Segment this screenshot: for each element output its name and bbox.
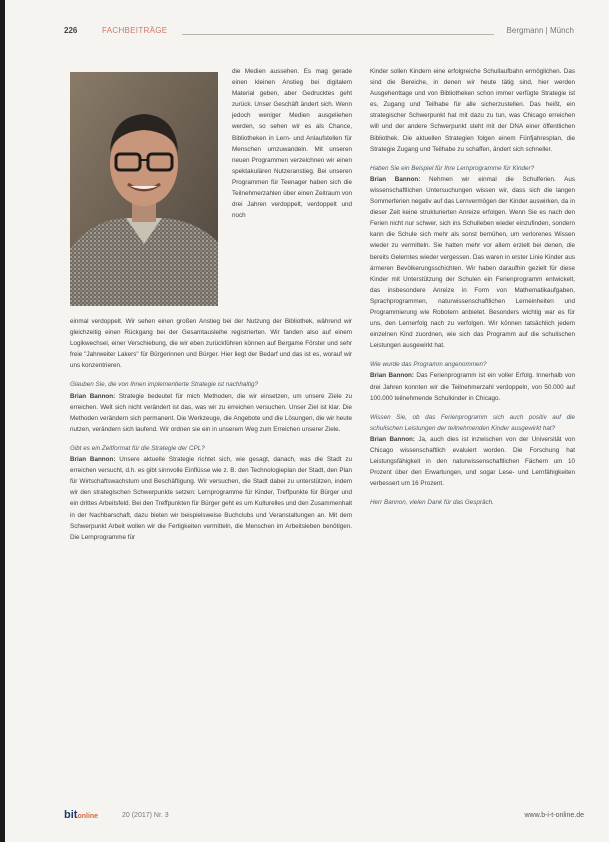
- page-header: [64, 26, 574, 38]
- speaker-name: Brian Bannon:: [370, 435, 415, 443]
- answer-text: Ja, auch dies ist inzwischen von der Universität von Chicago wissenschaftlich evaluiert worden. Die Forschung hat Leistungsfähigkeit in den naturwissenschaftlichen Fächern um 10 Prozent über den Erwartungen, und sogar Lese- und Lernfähigkeiten verbessert um 16 Prozent.: [370, 435, 575, 488]
- body-paragraph: einmal verdoppelt. Wir sehen einen großen Anstieg bei der Nutzung der Bibliothek, während wir gleichzeitig einen Rückgang bei der Gesamtausleihe registrierten. Wir fanden also auf einem Logikwechsel, einer Verschiebung, die wir eben zurückführen können auf Bergame Förster und sehr freie "Jahrweiter Lakers" für Bürgerinnen und Bürger. Hier liegt der Bedarf und das ist es, worauf wir uns konzentrieren.: [70, 318, 352, 370]
- interview-answer: [370, 370, 575, 403]
- interview-question: Wissen Sie, ob das Ferienprogramm sich auch positiv auf die schulischen Leistungen der teilnehmenden Kinder ausgewirkt hat?: [370, 413, 575, 432]
- answer-text: Strategie bedeutet für mich Methoden, die wir einsetzen, um unsere Ziele zu erreichen. Welt sich nicht verändert ist das, was wir zu erreichen versuchen. Unser Ziel ist klar. Die Methoden verändern sich permanent. Die Werkzeuge, die Angebote und die Lösungen, die wir heute nutzen, verändern sich laufend. Wir ordnen sie ein in unserem Weg zum Erreichen unserer Ziele.: [70, 392, 353, 433]
- body-paragraph: Kinder sollen Kindern eine erfolgreiche Schullaufbahn ermöglichen. Das sind die Bereiche, in denen wir heute tätig sind, hier werden Ausgehenttage und von Bibliotheken schon immer verfügte Strategie ist es, Zugang und Teilhabe für alle sicherzustellen. Das heißt, ein strategischer Schwerpunkt hat mit dazu zu tun, was Chicago erreichen will und der andere Schwerpunkt steht mit der DNA einer öffentlichen Bibliothek. Die aktuellen Strategien folgen einem Fünfjahresplan, die Strategie Zugang und Teilhabe zu schaffen, ändert sich schneller.: [370, 68, 575, 153]
- interview-answer: [70, 454, 352, 543]
- answer-text: Nehmen wir einmal die Schulferien. Aus wissenschaftlichen Untersuchungen wissen wir, dass sich die langen Sommerferien negativ auf das Lernvermögen der Kinder auswirken, da in dieser Zeit keine strukturierten Anreize erfolgen. Wenn Sie es nach den Ferien nicht nur schwer, sich ins Schulleben wieder einzufinden, sondern kann die Schule sich mehr als sonst bemühen, um verlorenes Wissen wieder zu vermitteln. Sie hatten mehr vor allem erzielt bei denen, die bereits Gelerntes wieder vergessen. Das waren in erster Linie Kinder aus ärmeren Bevölkerungsschichten. Wir haben daraufhin gezielt für diese Kinder mit Unterstützung der Schulen ein Ferienprogramm entwickelt, das insbesondere Anreize in Form von Mathematikaufgaben, Sprachprogrammen, naturwissenschaftlichen Lerneinheiten und Programmierung wie Robotern anbietet. Besonders wichtig war es für uns, den Lernerfolg nach zu verfolgen. Wir können tatsächlich jedem einzelnen Kind zuordnen, wie sich das Programm auf die schulischen Leistungen ausgewirkt hat.: [370, 175, 575, 350]
- answer-text: Das Ferienprogramm ist ein voller Erfolg. Innerhalb von drei Jahren konnten wir die Teilnehmerzahl verdoppeln, von 50.000 auf 100.000 teilnehmende Schulkinder in Chicago.: [370, 372, 576, 402]
- column-b: [70, 316, 352, 543]
- interview-question: Gibt es ein Zeitformat für die Strategie der CPL?: [70, 444, 205, 452]
- interview-question: Haben Sie ein Beispiel für Ihre Lernprogramme für Kinder?: [370, 164, 535, 172]
- speaker-name: Brian Bannon:: [70, 392, 116, 400]
- column-c: [370, 66, 575, 508]
- answer-text: Unsere aktuelle Strategie richtet sich, wie gesagt, danach, was die Stadt zu erreichen versucht, d.h. es gibt sinnvolle Einflüsse wie z. B. den Technologieplan der Stadt, den Plan für Wirtschaftswachstum und Beschäftigung. Wir versuchen, die Stadt dabei zu unterstützen, indem wir den strategischen Schwerpunkte setzen: Lernprogramme für Kinder, Treffpunkte für Bürger und ein drittes Arbeitsfeld. Bei den Treffpunkten für Bürger geht es um Kulturelles und den Zusammenhalt in der Nachbarschaft, dazu bieten wir beispielsweise Buchclubs und Veranstaltungen an. Mit dem Schwerpunkt Arbeit wollen wir die Fertigkeiten vermitteln, die Menschen im Arbeitsleben benötigen. Die Lernprogramme für: [70, 456, 353, 541]
- speaker-name: Brian Bannon:: [70, 456, 116, 464]
- body-paragraph: die Medien aussehen. Es mag gerade einen kleinen Anstieg bei digitalem Material geben, aber Gedrucktes geht zurück. Unser Geschäft ändert sich. Wenn jedoch weniger Medien ausgeliehen werden, so sehen wir es als Chance, Bibliotheken in Lern- und Anlaufstellen für Menschen umzuwandeln. Mit unseren neuen Programmen verzeichnen wir einen spektakulären Nutzeranstieg. Bei unseren Programmen für Teenager haben sich die Teilnehmerzahlen über einen Zeitraum von drei Jahren verdoppelt, verdoppelt und noch: [232, 68, 352, 220]
- interview-answer: [370, 174, 575, 352]
- interview-question: Wie wurde das Programm angenommen?: [370, 361, 487, 369]
- magazine-logo: bitonline: [64, 809, 99, 821]
- website-url[interactable]: www.b-i-t-online.de: [524, 812, 584, 819]
- interview-answer: [370, 434, 575, 489]
- portrait-icon: [70, 72, 218, 306]
- header-rule: [182, 34, 494, 35]
- page-number: 226: [64, 26, 78, 35]
- closing-line: Herr Bannon, vielen Dank für das Gespräch.: [370, 499, 494, 507]
- interview-question: Glauben Sie, die von Ihnen implementierte Strategie ist nachhaltig?: [70, 381, 258, 389]
- page-spine-edge: [0, 0, 5, 842]
- author-names: Bergmann | Münch: [506, 26, 574, 35]
- speaker-name: Brian Bannon:: [370, 372, 414, 380]
- speaker-name: Brian Bannon:: [370, 175, 421, 183]
- issue-number: 20 (2017) Nr. 3: [122, 812, 169, 819]
- section-label: FACHBEITRÄGE: [102, 26, 168, 35]
- page-footer: [64, 809, 584, 826]
- column-a: [232, 66, 352, 221]
- interview-answer: [70, 391, 352, 435]
- portrait-photo: [70, 72, 218, 306]
